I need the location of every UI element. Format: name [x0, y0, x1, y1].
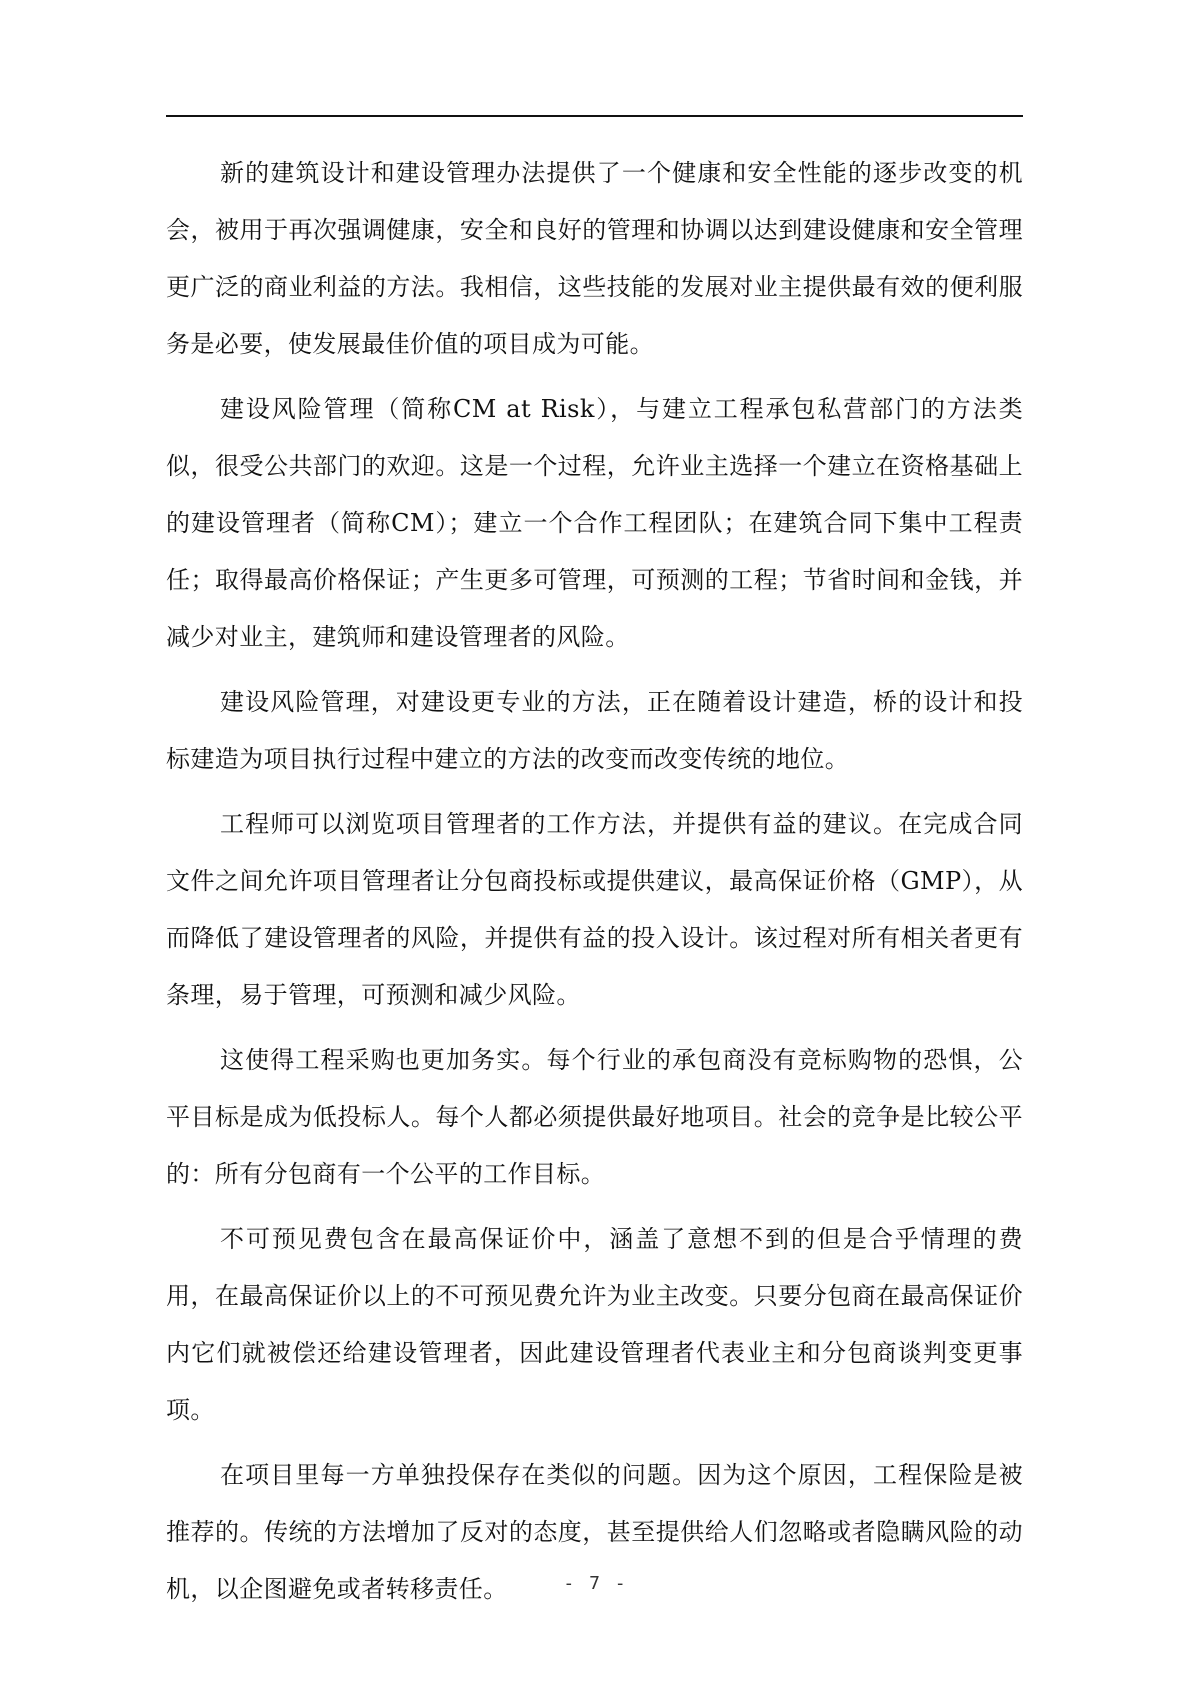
paragraph-2: 建设风险管理（简称CM at Risk），与建立工程承包私营部门的方法类似，很受公共部门的欢迎。这是一个过程，允许业主选择一个建立在资格基础上的建设管理者（简称CM）；建立一个合作工程团队；在建筑合同下集中工程责任；取得最高价格保证；产生更多可管理，可预测的工程；节省时间和金钱，并减少对业主，建筑师和建设管理者的风险。 — [166, 395, 1023, 651]
body-text — [166, 145, 1023, 1626]
paragraph-5: 这使得工程采购也更加务实。每个行业的承包商没有竞标购物的恐惧，公平目标是成为低投标人。每个人都必须提供最好地项目。社会的竞争是比较公平的：所有分包商有一个公平的工作目标。 — [166, 1046, 1023, 1188]
header-rule — [166, 115, 1023, 117]
page-number: - 7 - — [563, 1573, 628, 1594]
paragraph-6: 不可预见费包含在最高保证价中，涵盖了意想不到的但是合乎情理的费用，在最高保证价以上的不可预见费允许为业主改变。只要分包商在最高保证价内它们就被偿还给建设管理者，因此建设管理者代表业主和分包商谈判变更事项。 — [166, 1225, 1023, 1424]
paragraph-3: 建设风险管理，对建设更专业的方法，正在随着设计建造，桥的设计和投标建造为项目执行过程中建立的方法的改变而改变传统的地位。 — [166, 688, 1023, 773]
paragraph-1: 新的建筑设计和建设管理办法提供了一个健康和安全性能的逐步改变的机会，被用于再次强调健康，安全和良好的管理和协调以达到建设健康和安全管理更广泛的商业利益的方法。我相信，这些技能的发展对业主提供最有效的便利服务是必要，使发展最佳价值的项目成为可能。 — [166, 159, 1023, 358]
paragraph-7: 在项目里每一方单独投保存在类似的问题。因为这个原因，工程保险是被推荐的。传统的方法增加了反对的态度，甚至提供给人们忽略或者隐瞒风险的动机，以企图避免或者转移责任。 — [166, 1461, 1023, 1603]
paragraph-4: 工程师可以浏览项目管理者的工作方法，并提供有益的建议。在完成合同文件之间允许项目管理者让分包商投标或提供建议，最高保证价格（GMP），从而降低了建设管理者的风险，并提供有益的投入设计。该过程对所有相关者更有条理，易于管理，可预测和减少风险。 — [166, 810, 1023, 1009]
